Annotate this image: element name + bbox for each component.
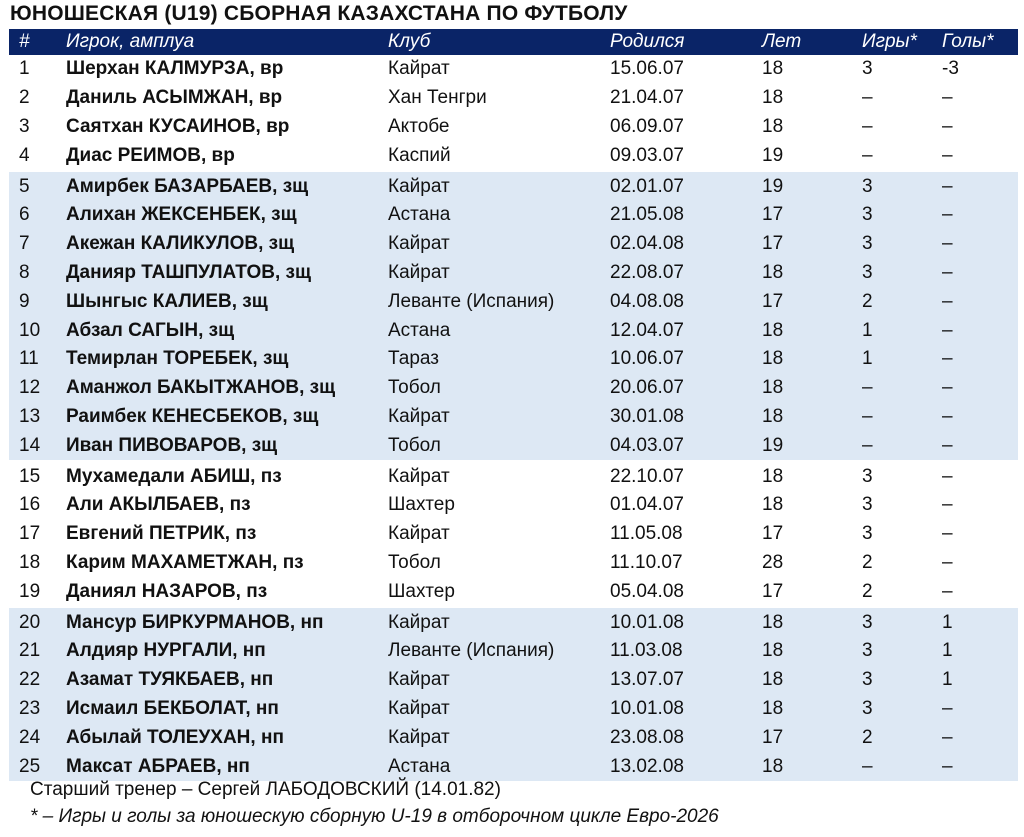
player-name: Мухамедали АБИШ, пз bbox=[66, 461, 388, 491]
player-number: 3 bbox=[19, 115, 30, 137]
player-games: 2 bbox=[862, 287, 942, 316]
player-born: 15.06.07 bbox=[610, 58, 684, 80]
player-goals: – bbox=[942, 723, 1018, 752]
player-goals: – bbox=[942, 345, 1018, 374]
table-row bbox=[9, 55, 1018, 84]
player-name: Темирлан ТОРЕБЕК, зщ bbox=[66, 345, 388, 374]
table-body bbox=[9, 55, 1018, 781]
player-goals: – bbox=[942, 580, 953, 602]
footnote: * – Игры и голы за юношескую сборную U-19 в отборочном цикле Евро-2026 bbox=[30, 806, 719, 827]
player-club: Кайрат bbox=[388, 723, 610, 752]
player-games: 2 bbox=[862, 580, 873, 602]
table-row bbox=[9, 491, 1018, 520]
player-number: 8 bbox=[9, 259, 66, 288]
table-row bbox=[9, 201, 1018, 230]
player-age: 18 bbox=[762, 403, 862, 432]
table-row bbox=[9, 549, 1018, 578]
player-goals: – bbox=[942, 287, 1018, 316]
player-games: – bbox=[862, 87, 873, 109]
table-header bbox=[9, 29, 1018, 55]
player-age: 19 bbox=[762, 171, 862, 201]
player-club: Кайрат bbox=[388, 523, 450, 545]
player-club: Кайрат bbox=[388, 666, 610, 695]
player-name: Евгений ПЕТРИК, пз bbox=[66, 523, 257, 545]
player-age: 18 bbox=[762, 259, 862, 288]
player-games: 3 bbox=[862, 259, 942, 288]
player-number: 21 bbox=[9, 637, 66, 666]
player-number: 10 bbox=[9, 316, 66, 345]
player-age: 18 bbox=[762, 695, 862, 724]
player-goals: – bbox=[942, 230, 1018, 259]
player-name: Алихан ЖЕКСЕНБЕК, зщ bbox=[66, 201, 388, 230]
table-row bbox=[9, 637, 1018, 666]
col-header-age: Лет bbox=[762, 29, 862, 55]
page-title: ЮНОШЕСКАЯ (U19) СБОРНАЯ КАЗАХСТАНА ПО ФУТБОЛУ bbox=[10, 2, 628, 25]
player-name: Карим МАХАМЕТЖАН, пз bbox=[66, 551, 304, 573]
player-games: – bbox=[862, 403, 942, 432]
player-age: 17 bbox=[762, 230, 862, 259]
player-name: Даниль АСЫМЖАН, вр bbox=[66, 87, 283, 109]
player-club: Тараз bbox=[388, 345, 610, 374]
player-games: 3 bbox=[862, 230, 942, 259]
player-age: 18 bbox=[762, 87, 784, 109]
table-row bbox=[9, 84, 1018, 113]
player-club: Кайрат bbox=[388, 403, 610, 432]
player-name: Мансур БИРКУРМАНОВ, нп bbox=[66, 607, 388, 637]
player-number: 17 bbox=[19, 523, 41, 545]
player-number: 7 bbox=[9, 230, 66, 259]
player-number: 24 bbox=[9, 723, 66, 752]
player-club: Кайрат bbox=[388, 230, 610, 259]
player-born: 10.01.08 bbox=[610, 607, 762, 637]
player-born: 13.07.07 bbox=[610, 666, 762, 695]
player-born: 12.04.07 bbox=[610, 316, 762, 345]
player-club: Шахтер bbox=[388, 580, 455, 602]
player-games: 2 bbox=[862, 551, 873, 573]
player-age: 17 bbox=[762, 523, 784, 545]
table-row bbox=[9, 461, 1018, 491]
player-club: Актобе bbox=[388, 115, 450, 137]
player-born: 02.04.08 bbox=[610, 230, 762, 259]
player-name: Иван ПИВОВАРОВ, зщ bbox=[66, 431, 388, 461]
player-club: Тобол bbox=[388, 374, 610, 403]
player-name: Акежан КАЛИКУЛОВ, зщ bbox=[66, 230, 388, 259]
player-games: – bbox=[862, 752, 942, 781]
table-row bbox=[9, 607, 1018, 637]
table-row bbox=[9, 403, 1018, 432]
player-born: 01.04.07 bbox=[610, 494, 684, 516]
player-age: 18 bbox=[762, 607, 862, 637]
player-name: Алдияр НУРГАЛИ, нп bbox=[66, 637, 388, 666]
player-name: Амирбек БАЗАРБАЕВ, зщ bbox=[66, 171, 388, 201]
table-row bbox=[9, 723, 1018, 752]
player-name: Шынгыс КАЛИЕВ, зщ bbox=[66, 287, 388, 316]
player-age: 17 bbox=[762, 201, 862, 230]
player-games: 3 bbox=[862, 201, 942, 230]
player-goals: – bbox=[942, 695, 1018, 724]
player-born: 23.08.08 bbox=[610, 723, 762, 752]
player-games: 2 bbox=[862, 723, 942, 752]
player-name: Данияр ТАШПУЛАТОВ, зщ bbox=[66, 259, 388, 288]
player-games: – bbox=[862, 374, 942, 403]
table-row bbox=[9, 374, 1018, 403]
player-born: 06.09.07 bbox=[610, 115, 684, 137]
player-age: 17 bbox=[762, 580, 784, 602]
player-number: 13 bbox=[9, 403, 66, 432]
player-games: 3 bbox=[862, 171, 942, 201]
player-games: 3 bbox=[862, 695, 942, 724]
player-number: 2 bbox=[19, 87, 30, 109]
col-header-games: Игры* bbox=[862, 29, 942, 55]
player-club: Кайрат bbox=[388, 461, 610, 491]
player-games: 3 bbox=[862, 461, 942, 491]
table-row bbox=[9, 113, 1018, 142]
player-number: 6 bbox=[9, 201, 66, 230]
player-born: 04.08.08 bbox=[610, 287, 762, 316]
player-club: Леванте (Испания) bbox=[388, 637, 610, 666]
player-club: Кайрат bbox=[388, 259, 610, 288]
player-goals: 1 bbox=[942, 607, 1018, 637]
player-club: Шахтер bbox=[388, 494, 455, 516]
player-number: 1 bbox=[19, 58, 30, 80]
player-name: Даниял НАЗАРОВ, пз bbox=[66, 580, 268, 602]
player-age: 17 bbox=[762, 723, 862, 752]
player-games: 3 bbox=[862, 637, 942, 666]
player-goals: – bbox=[942, 403, 1018, 432]
player-age: 18 bbox=[762, 316, 862, 345]
player-number: 25 bbox=[9, 752, 66, 781]
player-goals: 1 bbox=[942, 637, 1018, 666]
player-number: 20 bbox=[9, 607, 66, 637]
table-row bbox=[9, 666, 1018, 695]
player-number: 5 bbox=[9, 171, 66, 201]
player-club: Тобол bbox=[388, 431, 610, 461]
player-number: 18 bbox=[19, 551, 41, 573]
table-row bbox=[9, 577, 1018, 607]
player-goals: – bbox=[942, 461, 1018, 491]
player-name: Али АКЫЛБАЕВ, пз bbox=[66, 494, 251, 516]
col-header-born: Родился bbox=[610, 29, 762, 55]
player-goals: – bbox=[942, 551, 953, 573]
player-name: Абылай ТОЛЕУХАН, нп bbox=[66, 723, 388, 752]
player-age: 18 bbox=[762, 637, 862, 666]
player-club: Леванте (Испания) bbox=[388, 287, 610, 316]
player-born: 22.08.07 bbox=[610, 259, 762, 288]
player-club: Кайрат bbox=[388, 171, 610, 201]
player-born: 22.10.07 bbox=[610, 461, 762, 491]
player-name: Аманжол БАКЫТЖАНОВ, зщ bbox=[66, 374, 388, 403]
player-club: Астана bbox=[388, 752, 610, 781]
player-age: 19 bbox=[762, 431, 862, 461]
player-club: Хан Тенгри bbox=[388, 87, 487, 109]
player-games: 3 bbox=[862, 58, 873, 80]
player-born: 30.01.08 bbox=[610, 403, 762, 432]
player-goals: – bbox=[942, 431, 1018, 461]
player-age: 18 bbox=[762, 374, 862, 403]
player-age: 19 bbox=[762, 144, 784, 166]
player-games: 1 bbox=[862, 316, 942, 345]
player-born: 11.05.08 bbox=[610, 523, 683, 545]
player-name: Азамат ТУЯКБАЕВ, нп bbox=[66, 666, 388, 695]
table-row bbox=[9, 259, 1018, 288]
player-club: Астана bbox=[388, 201, 610, 230]
player-number: 15 bbox=[9, 461, 66, 491]
table-row bbox=[9, 171, 1018, 201]
table-row bbox=[9, 345, 1018, 374]
table-row bbox=[9, 287, 1018, 316]
player-number: 4 bbox=[19, 144, 30, 166]
player-age: 18 bbox=[762, 494, 784, 516]
player-games: 1 bbox=[862, 345, 942, 374]
player-goals: – bbox=[942, 115, 953, 137]
player-born: 21.04.07 bbox=[610, 87, 684, 109]
col-header-club: Клуб bbox=[388, 29, 610, 55]
player-age: 18 bbox=[762, 752, 862, 781]
player-games: – bbox=[862, 144, 873, 166]
table-row bbox=[9, 520, 1018, 549]
player-number: 16 bbox=[19, 494, 41, 516]
player-born: 10.06.07 bbox=[610, 345, 762, 374]
player-age: 28 bbox=[762, 551, 784, 573]
table-row bbox=[9, 752, 1018, 781]
player-number: 14 bbox=[9, 431, 66, 461]
roster-table bbox=[9, 29, 1018, 781]
table-row bbox=[9, 230, 1018, 259]
player-number: 12 bbox=[9, 374, 66, 403]
player-goals: – bbox=[942, 316, 1018, 345]
player-club: Астана bbox=[388, 316, 610, 345]
player-number: 19 bbox=[19, 580, 41, 602]
player-number: 9 bbox=[9, 287, 66, 316]
player-club: Каспий bbox=[388, 144, 451, 166]
table-row bbox=[9, 316, 1018, 345]
player-age: 17 bbox=[762, 287, 862, 316]
player-goals: – bbox=[942, 752, 1018, 781]
player-games: – bbox=[862, 115, 873, 137]
player-games: 3 bbox=[862, 494, 873, 516]
player-born: 13.02.08 bbox=[610, 752, 762, 781]
player-club: Кайрат bbox=[388, 607, 610, 637]
player-goals: – bbox=[942, 144, 953, 166]
player-age: 18 bbox=[762, 666, 862, 695]
col-header-goals: Голы* bbox=[942, 29, 1018, 55]
player-born: 02.01.07 bbox=[610, 171, 762, 201]
player-number: 23 bbox=[9, 695, 66, 724]
player-born: 04.03.07 bbox=[610, 431, 762, 461]
player-number: 22 bbox=[9, 666, 66, 695]
player-name: Диас РЕИМОВ, вр bbox=[66, 144, 235, 166]
player-goals: – bbox=[942, 87, 953, 109]
player-club: Кайрат bbox=[388, 58, 450, 80]
col-header-number: # bbox=[9, 29, 66, 55]
player-club: Тобол bbox=[388, 551, 441, 573]
player-name: Абзал САГЫН, зщ bbox=[66, 316, 388, 345]
player-games: – bbox=[862, 431, 942, 461]
player-born: 10.01.08 bbox=[610, 695, 762, 724]
player-born: 21.05.08 bbox=[610, 201, 762, 230]
player-goals: 1 bbox=[942, 666, 1018, 695]
col-header-player: Игрок, амплуа bbox=[66, 29, 388, 55]
player-age: 18 bbox=[762, 58, 784, 80]
player-games: 3 bbox=[862, 666, 942, 695]
player-name: Исмаил БЕКБОЛАТ, нп bbox=[66, 695, 388, 724]
coach-line: Старший тренер – Сергей ЛАБОДОВСКИЙ (14.01.82) bbox=[30, 779, 501, 800]
player-goals: – bbox=[942, 374, 1018, 403]
player-number: 11 bbox=[9, 345, 66, 374]
player-goals: -3 bbox=[942, 58, 959, 80]
player-born: 11.03.08 bbox=[610, 637, 762, 666]
table-row bbox=[9, 431, 1018, 461]
table-row bbox=[9, 141, 1018, 171]
player-name: Саятхан КУСАИНОВ, вр bbox=[66, 115, 290, 137]
player-goals: – bbox=[942, 171, 1018, 201]
player-born: 11.10.07 bbox=[610, 551, 683, 573]
player-born: 05.04.08 bbox=[610, 580, 684, 602]
player-name: Максат АБРАЕВ, нп bbox=[66, 752, 388, 781]
player-goals: – bbox=[942, 259, 1018, 288]
player-name: Шерхан КАЛМУРЗА, вр bbox=[66, 58, 284, 80]
player-goals: – bbox=[942, 523, 953, 545]
player-born: 09.03.07 bbox=[610, 144, 684, 166]
player-goals: – bbox=[942, 494, 953, 516]
player-age: 18 bbox=[762, 461, 862, 491]
player-goals: – bbox=[942, 201, 1018, 230]
player-games: 3 bbox=[862, 523, 873, 545]
player-age: 18 bbox=[762, 345, 862, 374]
player-games: 3 bbox=[862, 607, 942, 637]
table-row bbox=[9, 695, 1018, 724]
player-club: Кайрат bbox=[388, 695, 610, 724]
player-age: 18 bbox=[762, 115, 784, 137]
player-name: Раимбек КЕНЕСБЕКОВ, зщ bbox=[66, 403, 388, 432]
player-born: 20.06.07 bbox=[610, 374, 762, 403]
